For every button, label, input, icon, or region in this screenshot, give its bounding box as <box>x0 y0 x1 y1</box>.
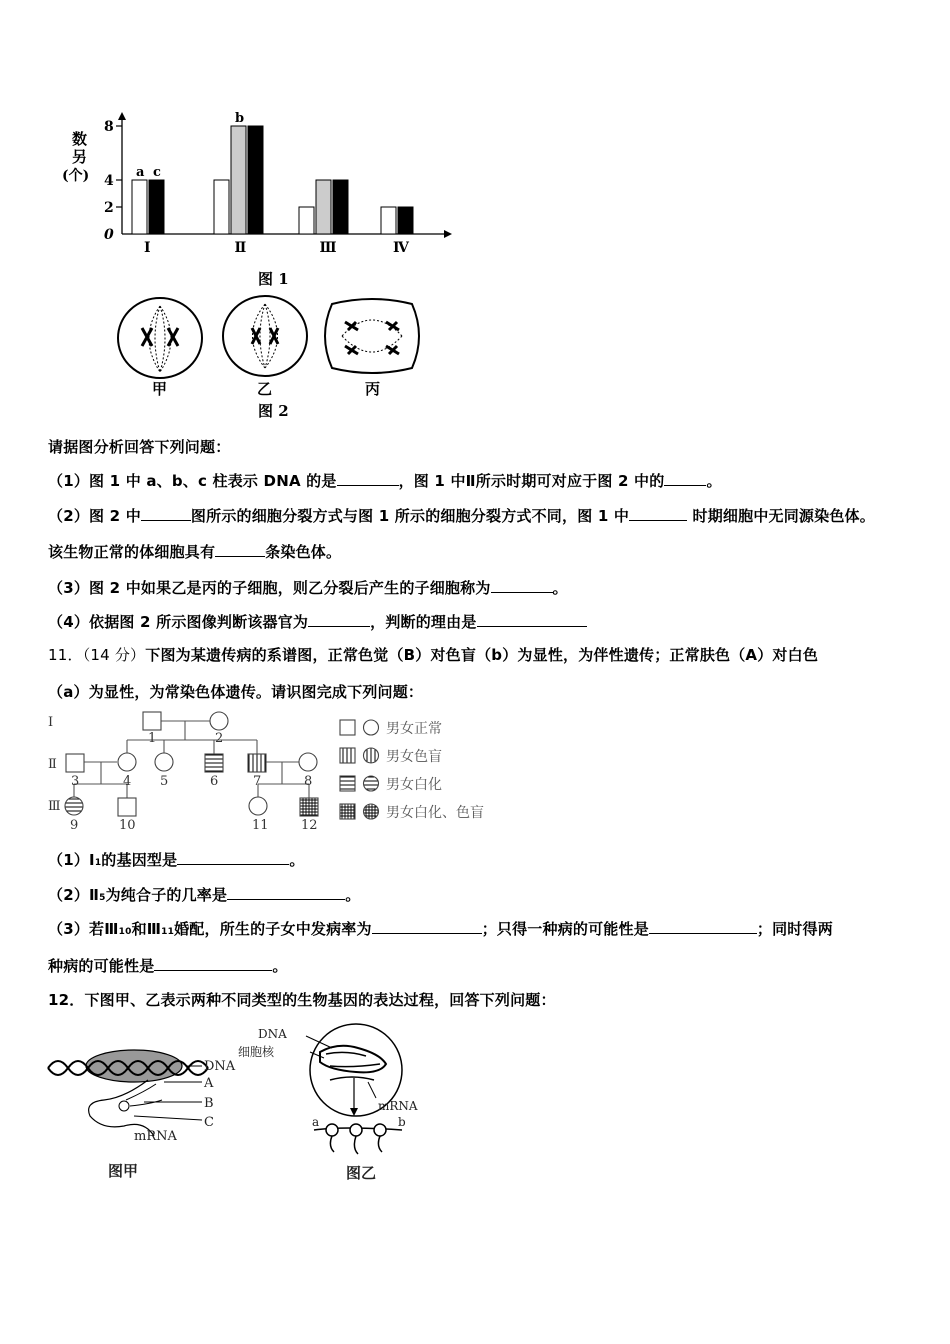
answer-blank-q10-2c[interactable] <box>215 544 265 557</box>
q11-part3-cont <box>48 955 288 976</box>
q11-q3-text-c: 婚配，所生的子女中发病率为 <box>174 920 372 938</box>
q11-q3-text-e: ；同时得两 <box>756 920 833 938</box>
figA-label-a: A <box>204 1076 214 1091</box>
y-ticks <box>104 119 122 243</box>
bar-c-2 <box>248 126 263 234</box>
q11-q1-text-a: （1）Ⅰ <box>48 851 95 869</box>
figA-label-dna: DNA <box>204 1059 236 1074</box>
answer-blank-q11-3c[interactable] <box>154 958 272 971</box>
y-tick-label-4: 4 <box>104 173 114 189</box>
figure-jia-transcription <box>44 1040 244 1190</box>
figB-label-a: a <box>312 1115 320 1129</box>
q10-part1 <box>48 470 722 491</box>
bar-a-3 <box>299 207 314 234</box>
q11-q2-text-b: 为纯合子的几率是 <box>105 886 228 904</box>
q10-part4 <box>48 611 587 632</box>
figB-label-nucleus: 细胞核 <box>238 1045 275 1059</box>
figB-caption: 图乙 <box>346 1164 377 1182</box>
y-axis-arrow <box>118 112 126 120</box>
figA-caption: 图甲 <box>108 1162 139 1180</box>
q11-part3 <box>48 918 833 939</box>
q11-q1-text-b: 的基因型是 <box>101 851 178 869</box>
bar-a-2 <box>214 180 229 234</box>
q11-q3-text-a: （3）若Ⅲ <box>48 920 119 938</box>
individual-1-male-normal <box>143 712 161 730</box>
figure-yi-gene-expression <box>234 1022 434 1190</box>
q12-stem: 12．下图甲、乙表示两种不同类型的生物基因的表达过程，回答下列问题： <box>48 991 556 1009</box>
nuclear-dna <box>320 1046 386 1073</box>
q11-stem-2: （a）为显性，为常染色体遗传。请识图完成下列问题： <box>48 683 424 701</box>
q11-stem-line1 <box>48 644 818 665</box>
individual-6-male-albino <box>205 754 223 772</box>
figB-label-b: b <box>398 1115 406 1129</box>
q10-p3-text-b: 。 <box>552 579 568 597</box>
x-ticks <box>144 240 410 253</box>
bars <box>132 126 413 234</box>
q10-p2-text-c: 时期细胞中无同源染色体。 <box>687 507 875 525</box>
pedigree-legend <box>338 716 508 828</box>
answer-blank-q10-1b[interactable] <box>664 473 706 486</box>
q11-q3-text-b: 和Ⅲ <box>131 920 162 938</box>
id-6: 6 <box>210 774 219 789</box>
figA-label-b: B <box>204 1096 214 1111</box>
id-2: 2 <box>215 731 224 746</box>
cell-yi <box>223 296 307 376</box>
q10-p2-text-b: 图所示的细胞分裂方式与图 1 所示的细胞分裂方式不同，图 1 中 <box>190 507 630 525</box>
q10-p3-text-a: （3）图 2 中如果乙是丙的子细胞，则乙分裂后产生的子细胞称为 <box>48 579 491 597</box>
generation-label-2: Ⅱ <box>48 757 57 772</box>
bar-labels <box>136 111 244 180</box>
x-tick-label-3: Ⅲ <box>319 240 337 253</box>
generation-label-1: Ⅰ <box>48 715 54 730</box>
answer-blank-q11-1[interactable] <box>177 852 289 865</box>
id-9: 9 <box>70 818 79 833</box>
q10-p4-text-b: ，判断的理由是 <box>370 613 477 631</box>
pedigree-chart <box>44 706 334 836</box>
y-tick-label-2: 2 <box>104 200 114 216</box>
cell-label-bing: 丙 <box>365 380 381 398</box>
bar-label-c: c <box>153 165 161 180</box>
q10-intro: 请据图分析回答下列问题： <box>48 438 231 456</box>
ribosome <box>119 1101 129 1111</box>
id-1: 1 <box>148 731 157 746</box>
q11-part1 <box>48 849 305 870</box>
y-tick-label-0: 0 <box>104 227 114 243</box>
figure1-caption: 图 1 <box>258 270 289 288</box>
bar-c-3 <box>333 180 348 234</box>
legend-colorblind: 男女色盲 <box>386 749 442 765</box>
ylabel-line-1: 数 <box>72 130 88 148</box>
q11-q2-sub: 5 <box>99 893 106 903</box>
q10-p1-text-b: ，图 1 中Ⅱ所示时期可对应于图 2 中的 <box>398 472 665 490</box>
q11-q2-text-a: （2）Ⅱ <box>48 886 100 904</box>
bar-b-3 <box>316 180 331 234</box>
y-tick-label-8: 8 <box>104 119 114 135</box>
mrna-strand-nucleus <box>330 1077 374 1080</box>
id-7: 7 <box>253 774 262 789</box>
individual-9-female-albino <box>65 797 83 815</box>
chromosome-pair-left <box>142 328 152 346</box>
individual-3-male-normal <box>66 754 84 772</box>
cell-label-yi: 乙 <box>257 380 273 398</box>
answer-blank-q10-1a[interactable] <box>337 473 399 486</box>
individual-4-female-normal <box>118 753 136 771</box>
legend-albino: 男女白化 <box>386 777 442 793</box>
cell-bing <box>325 299 419 373</box>
chromosome-set-bottom-left <box>345 346 358 354</box>
q11-q1-text-c: 。 <box>289 851 305 869</box>
bar-b-2 <box>231 126 246 234</box>
x-tick-label-4: Ⅳ <box>393 240 409 253</box>
answer-blank-q10-4a[interactable] <box>308 614 370 627</box>
q10-part3 <box>48 577 568 598</box>
x-tick-label-2: Ⅱ <box>234 240 247 253</box>
pedigree-lines <box>74 721 309 798</box>
q10-p4-text-a: （4）依据图 2 所示图像判断该器官为 <box>48 613 309 631</box>
individual-8-female-normal <box>299 753 317 771</box>
figA-label-c: C <box>204 1115 214 1130</box>
chromosome-set-top-left <box>345 322 358 330</box>
q10-p2-text-e: 条染色体。 <box>265 543 342 561</box>
legend-albino-colorblind: 男女白化、色盲 <box>386 805 484 821</box>
figure1-chart <box>60 108 480 253</box>
q11-q1-sub: 1 <box>94 858 102 868</box>
answer-blank-q11-3b[interactable] <box>649 921 757 934</box>
q10-p1-text-c: 。 <box>706 472 722 490</box>
bar-c-4 <box>398 207 413 234</box>
id-11: 11 <box>252 818 269 833</box>
cell-label-jia: 甲 <box>152 380 168 398</box>
answer-blank-q10-4b[interactable] <box>477 614 587 627</box>
chromosome-left <box>252 328 260 344</box>
answer-blank-q10-2a[interactable] <box>141 508 191 521</box>
id-4: 4 <box>123 774 132 789</box>
figB-label-mrna: mRNA <box>378 1099 418 1113</box>
chromosome-set-bottom-right <box>386 346 399 354</box>
q11-score: （14 分） <box>82 646 146 664</box>
chromosome-right <box>270 328 278 344</box>
q11-stem-1: 下图为某遗传病的系谱图，正常色觉（B）对色盲（b）为显性，为伴性遗传；正常肤色（A）对白色 <box>145 646 819 664</box>
id-3: 3 <box>71 774 80 789</box>
q11-q3-text-g: 。 <box>272 957 288 975</box>
id-5: 5 <box>160 774 169 789</box>
answer-blank-q10-2b[interactable] <box>629 508 687 521</box>
individual-5-female-normal <box>155 753 173 771</box>
legend-normal: 男女正常 <box>386 721 442 737</box>
chromosome-set-top-right <box>386 322 399 330</box>
answer-blank-q10-3[interactable] <box>491 580 553 593</box>
figure2-cells <box>110 294 430 402</box>
q11-q3-text-d: ；只得一种病的可能性是 <box>481 920 649 938</box>
q11-part2 <box>48 884 360 905</box>
id-12: 12 <box>301 818 318 833</box>
q11-q3-text-f: 种病的可能性是 <box>48 957 155 975</box>
q10-part2-cont <box>48 541 341 562</box>
q10-p1-text-a: （1）图 1 中 a、b、c 柱表示 DNA 的是 <box>48 472 337 490</box>
chromosome-pair-right <box>168 328 178 346</box>
answer-blank-q11-2[interactable] <box>227 887 345 900</box>
generation-label-3: Ⅲ <box>48 799 61 814</box>
ylabel-line-3: (个) <box>62 168 90 184</box>
id-10: 10 <box>119 818 136 833</box>
q11-q2-text-c: 。 <box>345 886 361 904</box>
q11-q3-sub2: 11 <box>161 927 175 937</box>
figure2-caption: 图 2 <box>258 402 289 420</box>
bar-label-a: a <box>136 165 145 180</box>
individual-7-male-colorblind <box>248 754 266 772</box>
q10-part2 <box>48 505 875 526</box>
q10-p2-text-a: （2）图 2 中 <box>48 507 141 525</box>
ylabel-line-2: 另 <box>72 148 88 166</box>
cell-jia <box>118 298 202 378</box>
id-8: 8 <box>304 774 313 789</box>
individual-12-male-albino-colorblind <box>300 798 318 816</box>
figA-label-mrna: mRNA <box>134 1129 177 1144</box>
x-tick-label-1: Ⅰ <box>144 240 151 253</box>
bar-c-1 <box>149 180 164 234</box>
x-axis-arrow <box>444 230 452 238</box>
bar-a-4 <box>381 207 396 234</box>
q10-p2-text-d: 该生物正常的体细胞具有 <box>48 543 216 561</box>
figB-label-dna: DNA <box>258 1027 287 1041</box>
answer-blank-q11-3a[interactable] <box>372 921 482 934</box>
q11-number: 11． <box>48 646 83 664</box>
bar-label-b: b <box>235 111 245 126</box>
polyribosomes <box>326 1124 386 1154</box>
y-axis-label <box>62 130 89 184</box>
individual-10-male-normal <box>118 798 136 816</box>
individual-11-female-normal <box>249 797 267 815</box>
bar-a-1 <box>132 180 147 234</box>
q11-q3-sub1: 10 <box>118 927 132 937</box>
individual-2-female-normal <box>210 712 228 730</box>
